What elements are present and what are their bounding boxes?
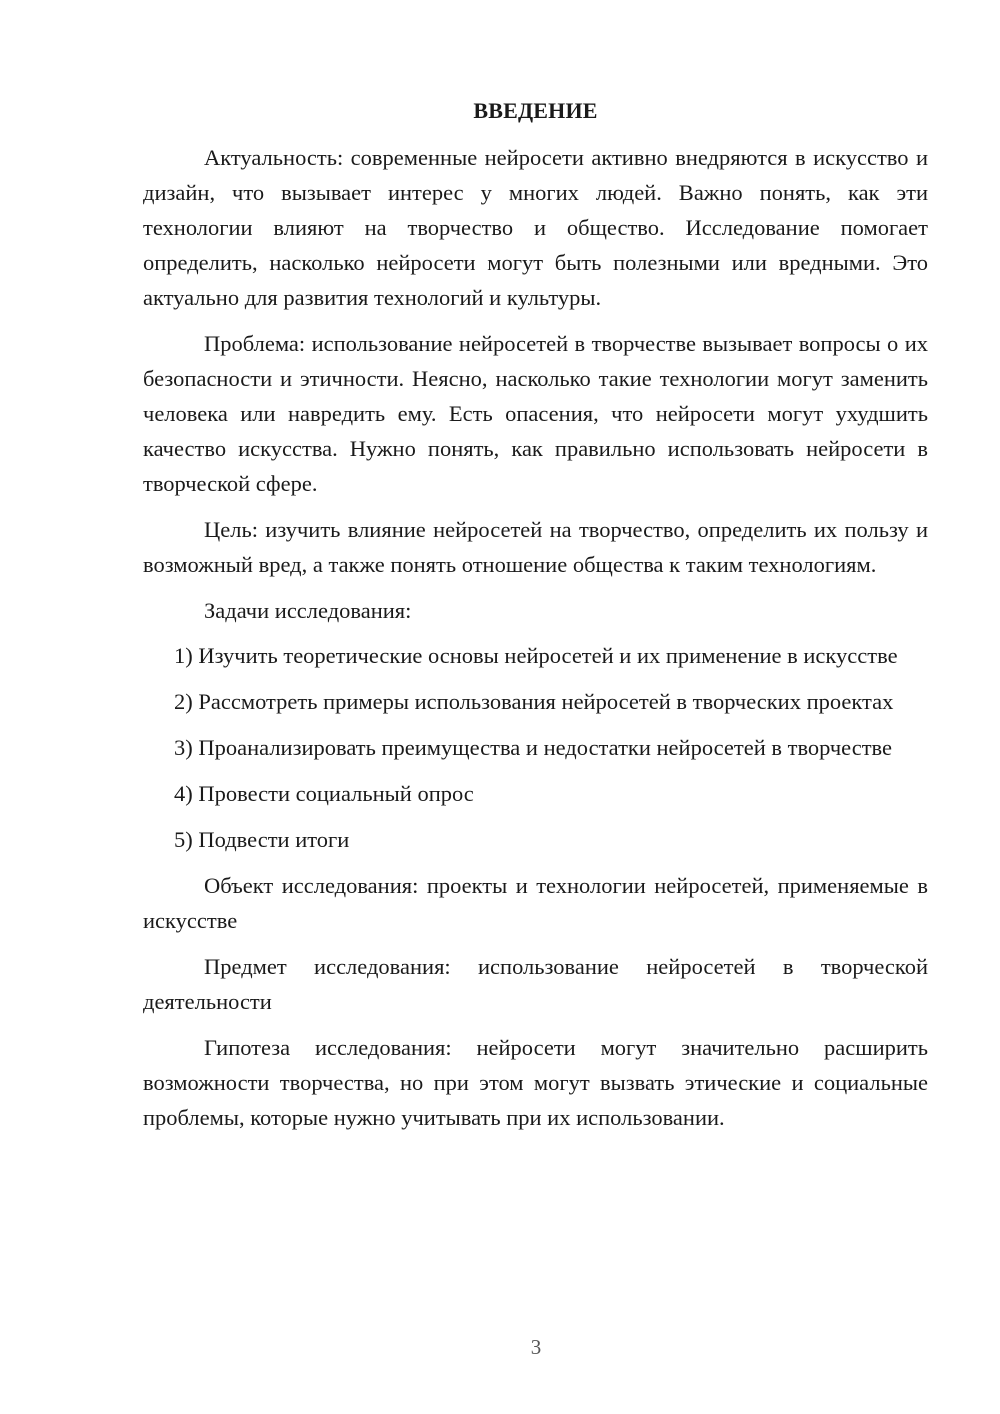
paragraph-relevance: Актуальность: современные нейросети активно внедряются в искусство и дизайн, что вызывает интерес у многих людей. Важно понять, как эти технологии влияют на творчество и общество. Исследование помогает определить, насколько нейросети могут быть полезными или вредными. Это актуально для развития технологий и культуры.: [143, 145, 928, 310]
paragraph-problem: Проблема: использование нейросетей в творчестве вызывает вопросы о их безопасности и этичности. Неясно, насколько такие технологии могут заменить человека или навредить ему. Есть опасения, что нейросети могут ухудшить качество искусства. Нужно понять, как правильно использовать нейросети в творческой сфере.: [143, 331, 928, 496]
paragraph-object: Объект исследования: проекты и технологии нейросетей, применяемые в искусстве: [143, 873, 928, 933]
tasks-list: [143, 638, 928, 857]
page-title: ВВЕДЕНИЕ: [473, 98, 598, 123]
paragraph-subject: Предмет исследования: использование нейросетей в творческой деятельности: [143, 954, 928, 1014]
task-item: 4) Провести социальный опрос: [174, 781, 474, 806]
page-number: 3: [530, 1335, 542, 1359]
document-page: [143, 96, 928, 1146]
task-item: 1) Изучить теоретические основы нейросетей и их применение в искусстве: [174, 643, 898, 668]
task-item: 3) Проанализировать преимущества и недостатки нейросетей в творчестве: [174, 735, 893, 760]
tasks-heading: Задачи исследования:: [204, 598, 412, 623]
task-item: 2) Рассмотреть примеры использования нейросетей в творческих проектах: [174, 689, 894, 714]
task-item: 5) Подвести итоги: [174, 827, 350, 852]
paragraph-hypothesis: Гипотеза исследования: нейросети могут значительно расширить возможности творчества, но при этом могут вызвать этические и социальные проблемы, которые нужно учитывать при их использовании.: [143, 1035, 928, 1130]
paragraph-goal: Цель: изучить влияние нейросетей на творчество, определить их пользу и возможный вред, а также понять отношение общества к таким технологиям.: [143, 517, 928, 577]
